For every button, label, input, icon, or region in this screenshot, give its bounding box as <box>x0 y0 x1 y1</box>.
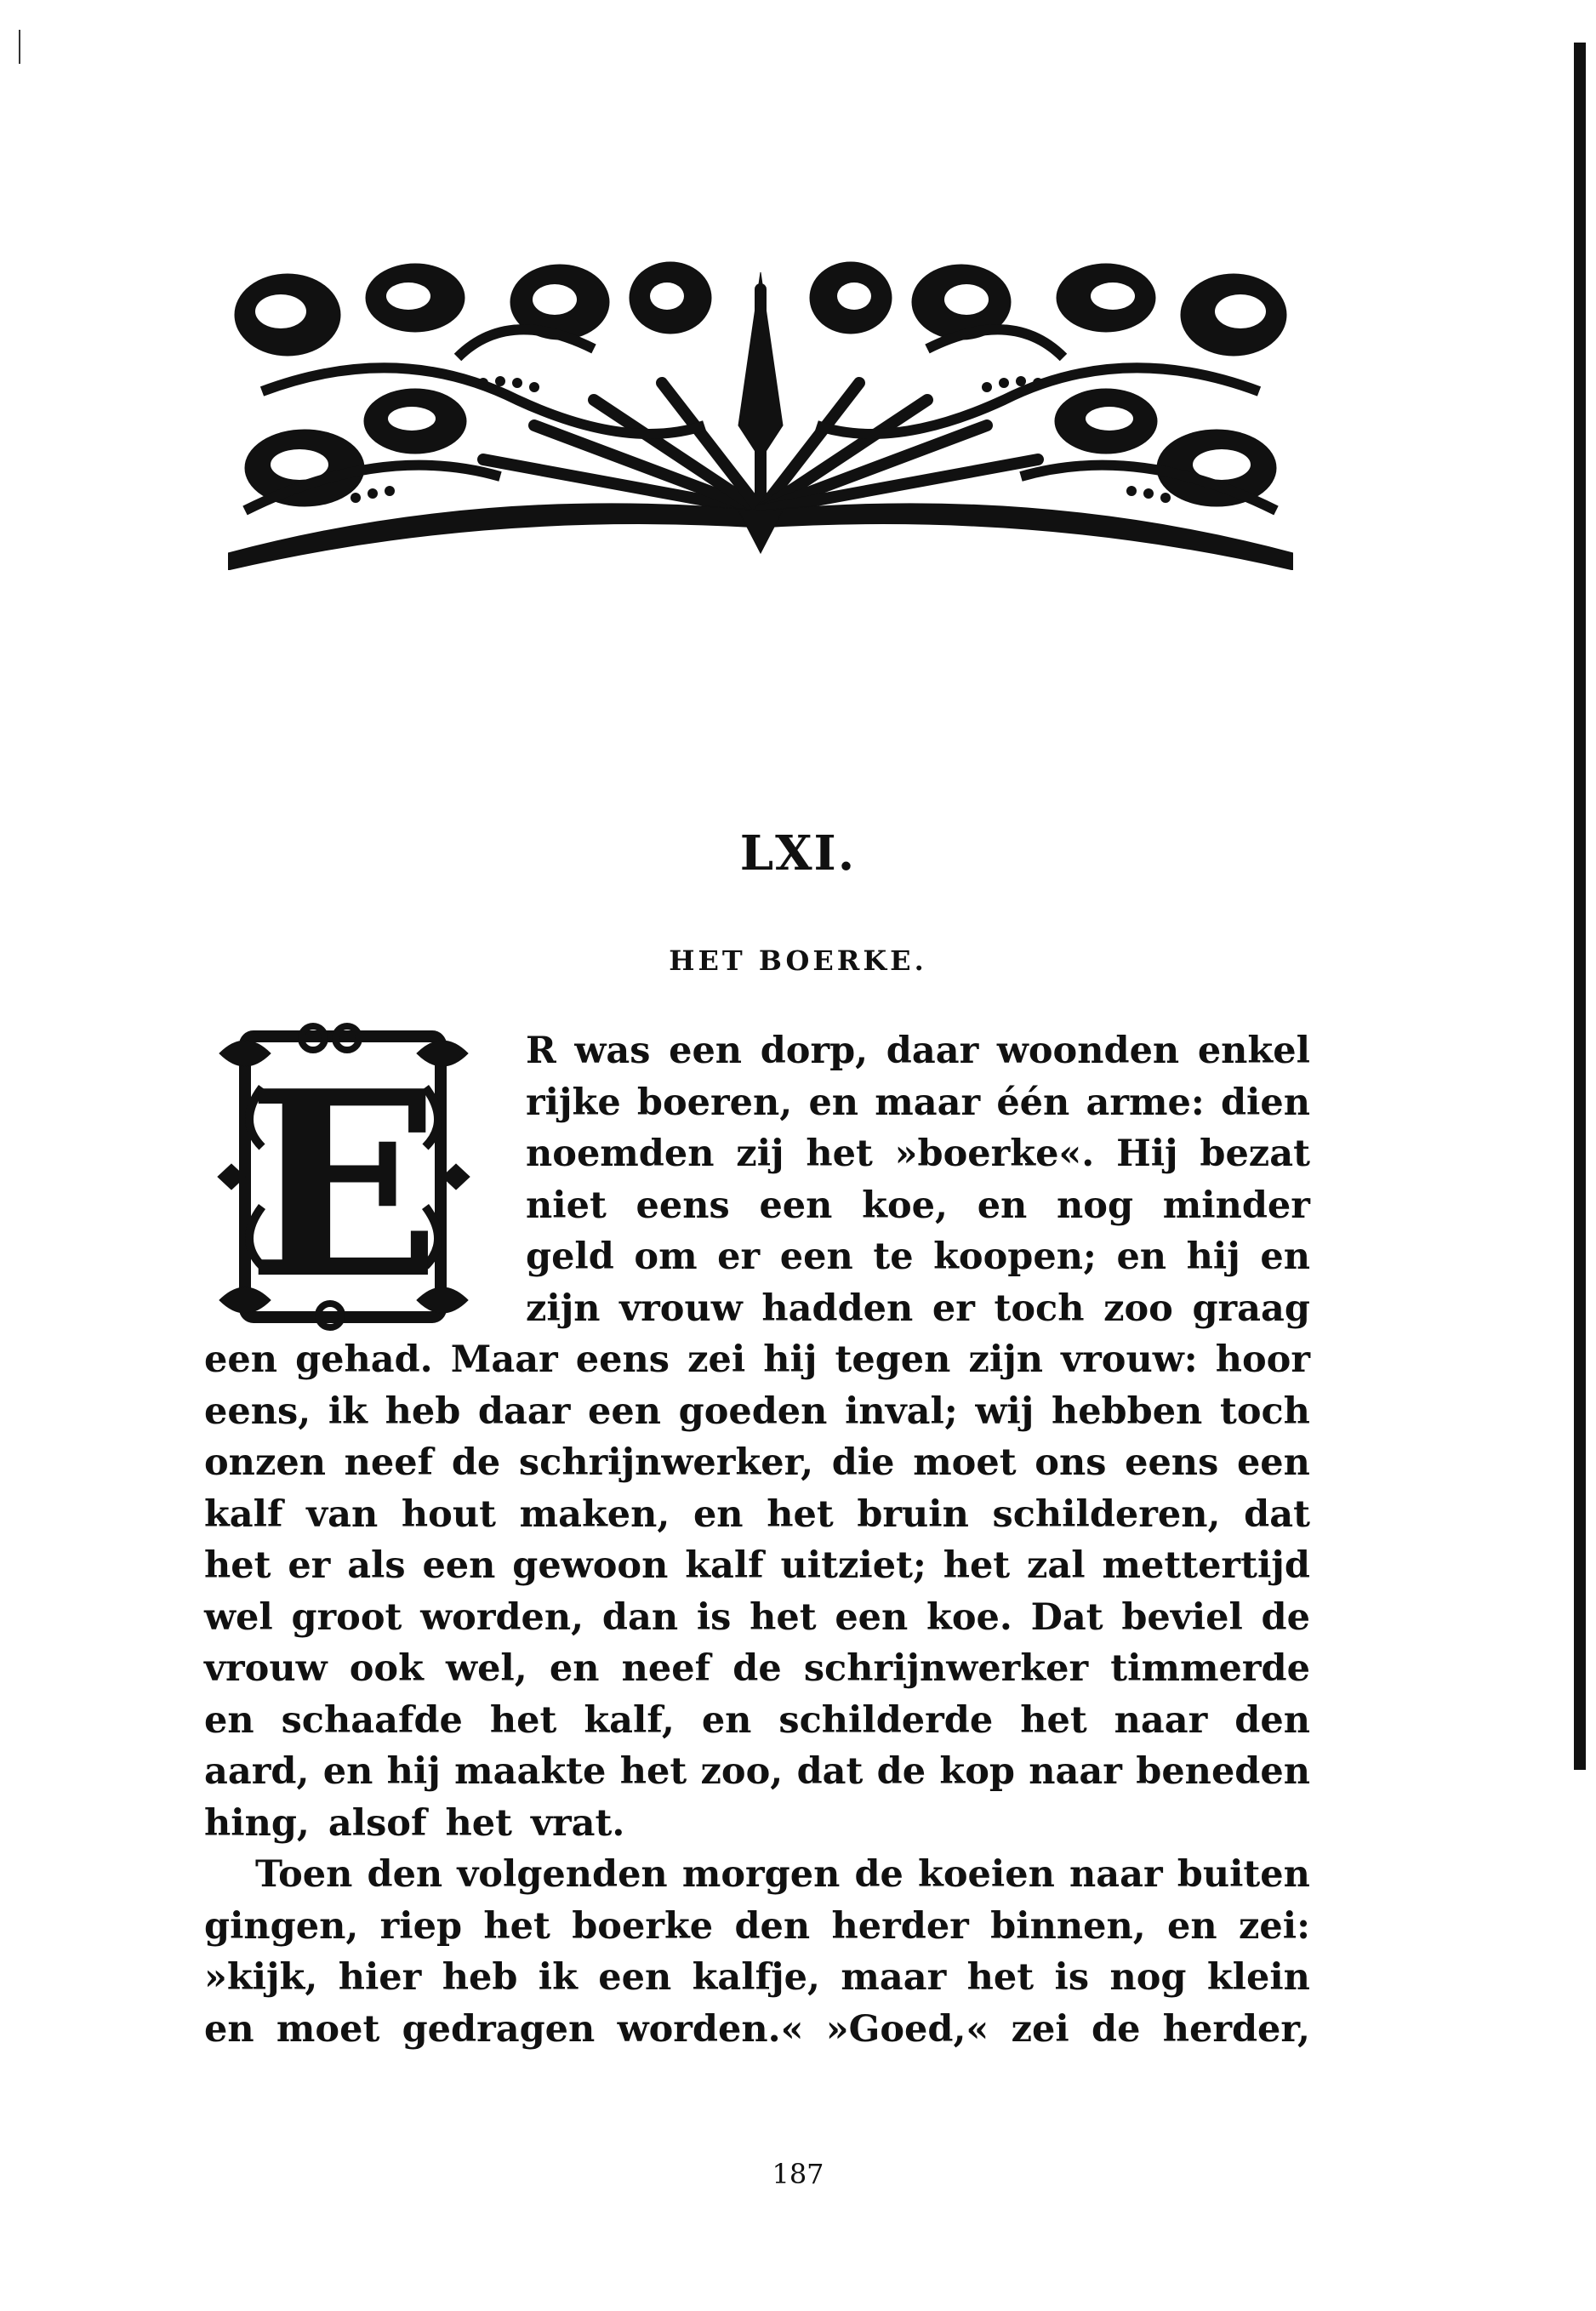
word: zoo <box>1103 1287 1173 1330</box>
word: moet <box>276 2007 380 2051</box>
text-line <box>204 1695 1310 1747</box>
word: binnen, <box>990 1904 1146 1948</box>
word: er <box>932 1287 975 1330</box>
word: Maar <box>450 1338 558 1381</box>
word: en <box>1167 1904 1217 1948</box>
word: zei <box>1011 2007 1069 2051</box>
word: bezat <box>1200 1133 1310 1175</box>
word: buiten <box>1177 1853 1310 1896</box>
word: het <box>445 1801 512 1845</box>
word: minder <box>1162 1184 1310 1227</box>
word: ook <box>349 1647 424 1690</box>
word: hing, <box>204 1801 310 1845</box>
word: en <box>549 1647 600 1690</box>
word: en <box>808 1081 859 1124</box>
word: dien <box>1220 1081 1310 1124</box>
word: alsof <box>328 1801 427 1845</box>
word: vrouw <box>204 1647 328 1690</box>
word: onzen <box>204 1441 326 1484</box>
word: vrat. <box>530 1801 625 1845</box>
word: den <box>734 1904 811 1948</box>
word: neef <box>621 1647 711 1690</box>
text-line <box>204 1437 1310 1489</box>
word: hij <box>1186 1235 1240 1278</box>
word: »boerke«. <box>894 1133 1095 1175</box>
word: zoo, <box>700 1750 784 1793</box>
body-text <box>204 1025 1310 2055</box>
word: schrijnwerker <box>803 1647 1089 1690</box>
word: een <box>835 1595 909 1639</box>
word: boeren, <box>636 1081 793 1124</box>
ornamental-headpiece <box>228 255 1293 570</box>
word: een <box>759 1184 833 1227</box>
word: een <box>588 1389 661 1433</box>
text-line <box>204 1334 1310 1386</box>
word: eens <box>636 1184 730 1227</box>
word: hij <box>386 1750 441 1793</box>
word: het <box>767 1492 834 1536</box>
word: ik <box>328 1389 368 1433</box>
word: maar <box>875 1081 981 1124</box>
text-line <box>204 1231 1310 1283</box>
word: een <box>598 1956 672 1999</box>
text-line <box>204 1386 1310 1438</box>
word: maar <box>841 1956 947 1999</box>
word: het <box>1020 1698 1087 1742</box>
word: volgenden <box>457 1853 668 1896</box>
word: nog <box>1057 1184 1134 1227</box>
word: gingen, <box>204 1904 359 1948</box>
word: hoor <box>1215 1338 1310 1381</box>
text-line <box>204 1489 1310 1541</box>
word: gedragen <box>402 2007 596 2051</box>
word: Dat <box>1030 1595 1103 1639</box>
word: eens, <box>204 1389 311 1433</box>
word: het <box>483 1904 550 1948</box>
word: dat <box>1244 1492 1310 1536</box>
word: toch <box>1219 1389 1310 1433</box>
word: hier <box>338 1956 422 1999</box>
word: groot <box>291 1595 402 1639</box>
word: zei <box>687 1338 746 1381</box>
word: mettertijd <box>1102 1544 1310 1587</box>
word: en <box>1260 1235 1310 1278</box>
word: R <box>526 1030 556 1072</box>
word: kalf <box>685 1544 764 1587</box>
word: zal <box>1027 1544 1086 1587</box>
text-line <box>204 1592 1310 1644</box>
word: als <box>347 1544 406 1587</box>
word: gehad. <box>295 1338 433 1381</box>
word: dan <box>601 1595 679 1639</box>
word: »kijk, <box>204 1956 318 1999</box>
word: Toen <box>255 1853 353 1896</box>
word: rijke <box>526 1081 621 1124</box>
word: en <box>693 1492 744 1536</box>
word: een <box>779 1235 853 1278</box>
word: boerke <box>572 1904 714 1948</box>
word: den <box>1234 1698 1310 1742</box>
word: een <box>1236 1441 1310 1484</box>
word: vrouw <box>619 1287 743 1330</box>
word: nog <box>1109 1956 1187 1999</box>
word: timmerde <box>1110 1647 1310 1690</box>
word: koe. <box>926 1595 1012 1639</box>
word: naar <box>1069 1853 1163 1896</box>
word: morgen <box>681 1853 841 1896</box>
word: wel, <box>446 1647 527 1690</box>
word: toch <box>994 1287 1085 1330</box>
word: moet <box>913 1441 1017 1484</box>
word: de <box>732 1647 782 1690</box>
text-line <box>204 1180 1310 1232</box>
word: de <box>876 1750 926 1793</box>
text-line <box>204 1025 1310 1077</box>
word: schilderde <box>778 1698 994 1742</box>
word: inval; <box>845 1389 958 1433</box>
word: beviel <box>1121 1595 1243 1639</box>
word: kalf <box>204 1492 283 1536</box>
word: was <box>574 1030 651 1072</box>
word: die <box>831 1441 895 1484</box>
word: ik <box>538 1956 578 1999</box>
text-line <box>204 1283 1310 1335</box>
word: te <box>873 1235 914 1278</box>
word: om <box>634 1235 698 1278</box>
word: riep <box>379 1904 463 1948</box>
word: hij <box>763 1338 818 1381</box>
word: en <box>204 2007 254 2051</box>
word: wij <box>975 1389 1035 1433</box>
text-line <box>204 2004 1310 2056</box>
word: noemden <box>526 1133 715 1175</box>
text-line <box>204 1798 1310 1850</box>
word: naar <box>1029 1750 1122 1793</box>
word: zijn <box>526 1287 601 1330</box>
word: »Goed,« <box>825 2007 989 2051</box>
word: schaafde <box>281 1698 463 1742</box>
word: het <box>806 1133 873 1175</box>
word: arme: <box>1086 1081 1205 1124</box>
word: en <box>322 1750 373 1793</box>
word: hadden <box>761 1287 914 1330</box>
word: hebben <box>1051 1389 1203 1433</box>
word: zei: <box>1238 1904 1310 1948</box>
word: worden.« <box>617 2007 804 2051</box>
word: het <box>619 1750 687 1793</box>
word: kop <box>939 1750 1015 1793</box>
word: tegen <box>835 1338 951 1381</box>
word: wel <box>204 1595 273 1639</box>
text-line <box>204 1643 1310 1695</box>
word: dorp, <box>760 1030 869 1072</box>
word: worden, <box>420 1595 584 1639</box>
word: herder <box>831 1904 969 1948</box>
word: kalfje, <box>692 1956 821 1999</box>
word: de <box>1261 1595 1310 1639</box>
word: één <box>996 1081 1070 1124</box>
word: neef <box>344 1441 434 1484</box>
word: de <box>854 1853 903 1896</box>
word: geld <box>526 1235 614 1278</box>
word: zij <box>736 1133 784 1175</box>
word: er <box>288 1544 331 1587</box>
word: schilderen, <box>992 1492 1221 1536</box>
word: de <box>1092 2007 1141 2051</box>
word: den <box>367 1853 443 1896</box>
word: en <box>977 1184 1028 1227</box>
word: van <box>306 1492 379 1536</box>
word: en <box>1116 1235 1167 1278</box>
text-line <box>204 1746 1310 1798</box>
word: dat <box>796 1750 864 1793</box>
word: en <box>701 1698 752 1742</box>
text-line <box>204 1540 1310 1592</box>
word: beneden <box>1136 1750 1310 1793</box>
text-line <box>204 1128 1310 1180</box>
word: een <box>204 1338 277 1381</box>
word: is <box>1054 1956 1090 1999</box>
word: het <box>750 1595 817 1639</box>
text-line <box>204 1901 1310 1953</box>
word: koopen; <box>933 1235 1097 1278</box>
word: enkel <box>1197 1030 1310 1072</box>
word: gewoon <box>512 1544 669 1587</box>
word: bruin <box>857 1492 969 1536</box>
page-number: 187 <box>772 2158 824 2190</box>
word: kalf, <box>584 1698 675 1742</box>
word: niet <box>526 1184 607 1227</box>
word: ons <box>1035 1441 1107 1484</box>
initial-letter-glyph: E <box>246 1035 442 1334</box>
word: er <box>717 1235 761 1278</box>
word: heb <box>442 1956 518 1999</box>
word: is <box>696 1595 732 1639</box>
word: heb <box>385 1389 461 1433</box>
word: goeden <box>678 1389 828 1433</box>
chapter-number: LXI. <box>739 825 857 882</box>
word: het <box>966 1956 1035 1999</box>
word: eens <box>1125 1441 1219 1484</box>
word: maken, <box>519 1492 670 1536</box>
word: naar <box>1114 1698 1208 1742</box>
word: zijn <box>968 1338 1044 1381</box>
word: het <box>489 1698 557 1742</box>
word: daar <box>886 1030 979 1072</box>
word: aard, <box>204 1750 310 1793</box>
word: hout <box>401 1492 496 1536</box>
word: daar <box>477 1389 571 1433</box>
word: eens <box>575 1338 670 1381</box>
word: het <box>204 1544 271 1587</box>
word: een <box>422 1544 496 1587</box>
word: en <box>204 1698 254 1742</box>
scan-edge-mark <box>19 30 20 64</box>
word: maakte <box>454 1750 607 1793</box>
word: woonden <box>996 1030 1180 1072</box>
text-line <box>204 1077 1310 1129</box>
chapter-title: HET BOERKE. <box>669 944 927 977</box>
word: de <box>451 1441 501 1484</box>
word: koe, <box>862 1184 948 1227</box>
word: een <box>669 1030 743 1072</box>
word: schrijnwerker, <box>518 1441 814 1484</box>
word: klein <box>1206 1956 1310 1999</box>
word: uitziet; <box>780 1544 926 1587</box>
text-line <box>204 1849 1310 1901</box>
word: vrouw: <box>1061 1338 1198 1381</box>
text-line <box>204 1952 1310 2004</box>
scan-edge-bar <box>1574 43 1586 1770</box>
word: Hij <box>1116 1133 1178 1175</box>
word: koeien <box>918 1853 1055 1896</box>
word: herder, <box>1162 2007 1310 2051</box>
word: graag <box>1192 1287 1310 1330</box>
word: het <box>943 1544 1011 1587</box>
